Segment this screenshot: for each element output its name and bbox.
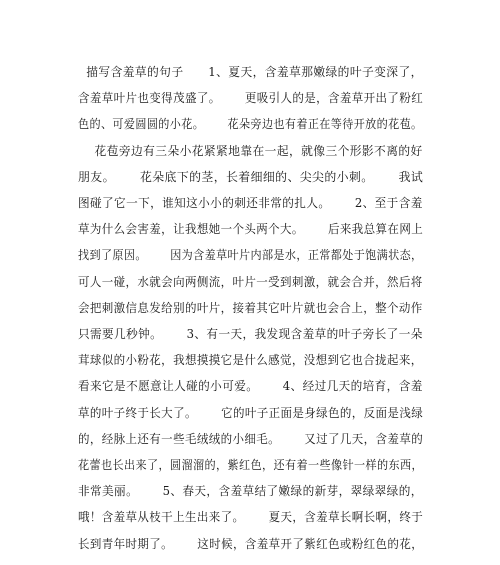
text-line: 哦！含羞草从枝干上生出来了。 夏天，含羞草长啊长啊，终于 <box>78 510 424 525</box>
text-line: 描写含羞草的句子 1、夏天，含羞草那嫩绿的叶子变深了， <box>78 65 423 79</box>
text-line: 会把刺激信息发给别的叶片，接着其它叶片就也会合上，整个动作 <box>78 300 423 315</box>
text-line: 看来它是不愿意让人碰的小可爱。 4、经过几天的培育，含羞 <box>78 379 423 394</box>
text-line: 草的叶子终于长大了。 它的叶子正面是身绿色的，反面是浅绿 <box>78 405 424 420</box>
text-line: 图碰了它一下，谁知这小小的刺还非常的扎人。 2、至于含羞 <box>78 196 423 210</box>
text-line: 茸球似的小粉花，我想摸摸它是什么感觉，没想到它也合拢起来， <box>78 353 423 368</box>
text-line: 非常美丽。 5、春天，含羞草结了嫩绿的新芽，翠绿翠绿的， <box>78 484 423 499</box>
text-line: 含羞草叶片也变得茂盛了。 更吸引人的是，含羞草开出了粉红 <box>78 91 424 106</box>
text-line: 的，经脉上还有一些毛绒绒的小细毛。 又过了几天，含羞草的 <box>78 431 424 446</box>
text-line: 花蕾也长出来了，圆溜溜的，紫红色，还有着一些像针一样的东西， <box>78 458 424 472</box>
text-line: 草为什么会害羞，让我想她一个头两个大。 后来我总算在网上 <box>78 222 424 237</box>
text-line: 花苞旁边有三朵小花紧紧地靠在一起，就像三个形影不离的好 <box>78 143 423 158</box>
text-line: 长到青年时期了。 这时候，含羞草开了紫红色或粉红色的花， <box>78 536 424 551</box>
text-line: 可人一碰，水就会向两侧流，叶片一受到刺激，就会合并，然后将 <box>78 274 423 289</box>
text-line: 只需要几秒钟。 3、有一天，我发现含羞草的叶子旁长了一朵 <box>78 327 423 341</box>
text-line: 朋友。 花朵底下的茎，长着细细的、尖尖的小刺。 我试 <box>78 169 424 184</box>
text-line: 找到了原因。 因为含羞草叶片内部是水，正常都处于饱满状态， <box>78 248 423 263</box>
text-line: 色的、可爱圆圆的小花。 花朵旁边也有着正在等待开放的花苞。 <box>78 117 423 132</box>
